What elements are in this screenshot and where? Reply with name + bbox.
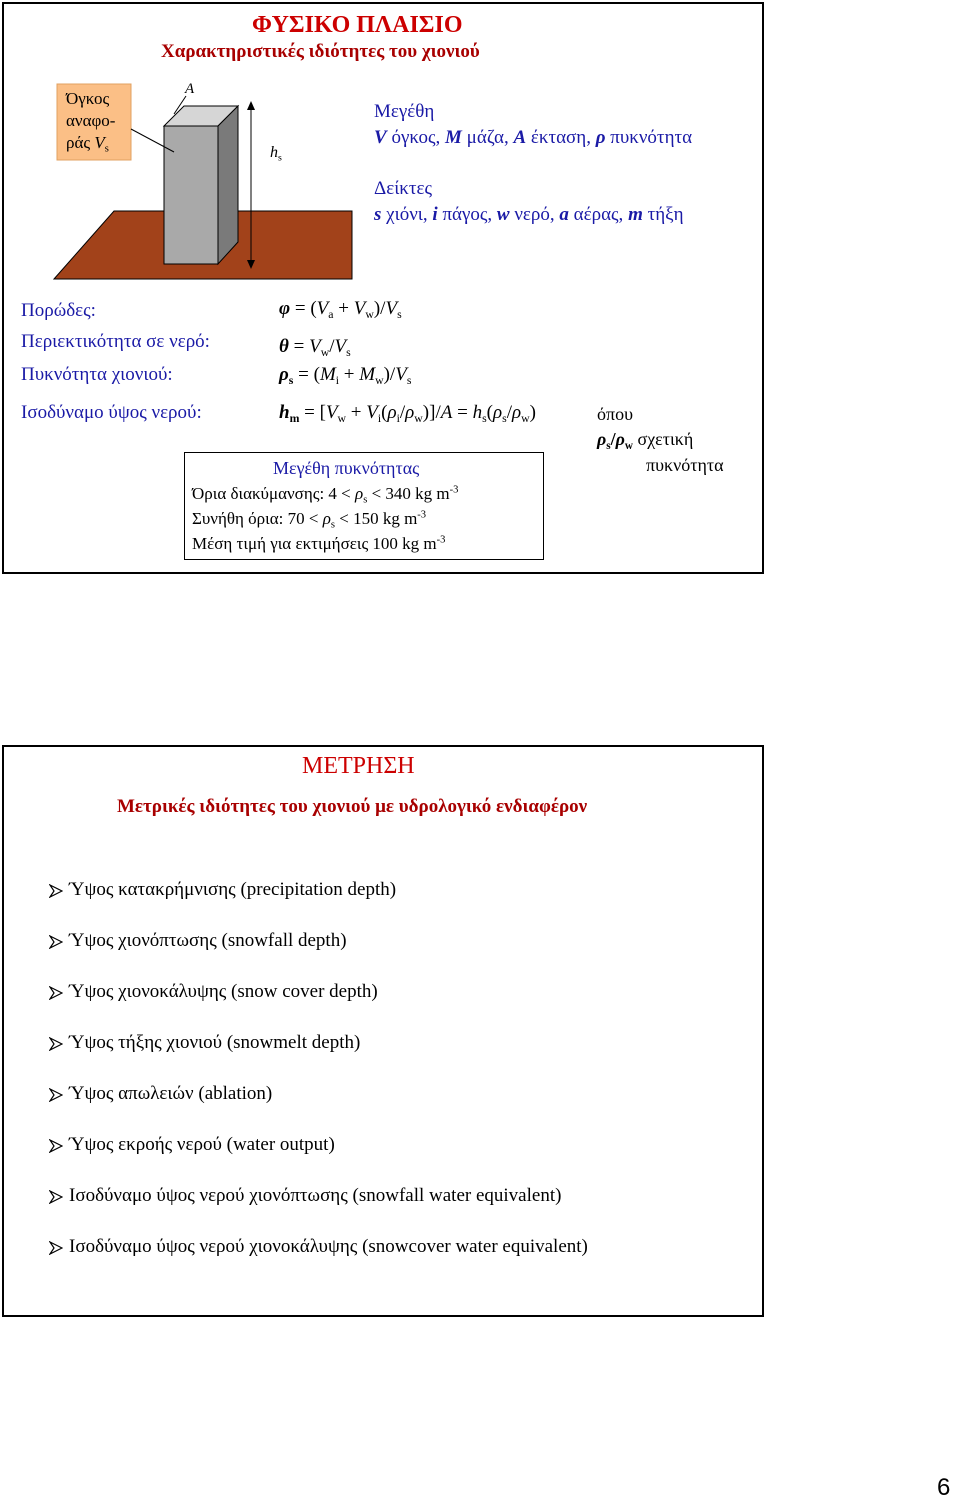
label-water-content: Περιεκτικότητα σε νερό: bbox=[21, 331, 210, 352]
quantities-list: V όγκος, M μάζα, A έκταση, ρ πυκνότητα bbox=[374, 127, 693, 148]
density-box bbox=[184, 452, 544, 560]
slide1-subtitle: Χαρακτηριστικές ιδιότητες του χιονιού bbox=[161, 41, 480, 62]
list-item: Ύψος απωλειών (ablation) bbox=[49, 1083, 272, 1105]
arrow-bullet-icon bbox=[49, 935, 63, 949]
arrow-bullet-icon bbox=[49, 1088, 63, 1102]
list-item: Ύψος τήξης χιονιού (snowmelt depth) bbox=[49, 1032, 360, 1054]
arrow-bullet-icon bbox=[49, 1190, 63, 1204]
snow-volume-illustration bbox=[4, 74, 364, 284]
height-label: $h_s$ bbox=[270, 144, 282, 164]
relative-density-word: πυκνότητα bbox=[646, 455, 724, 475]
slide2-title: ΜΕΤΡΗΣΗ bbox=[302, 753, 415, 779]
list-item: Ισοδύναμο ύψος νερού χιονοκάλυψης (snowcover water equivalent) bbox=[49, 1236, 588, 1258]
quantities-heading: Μεγέθη bbox=[374, 101, 435, 122]
list-item: Ύψος χιονόπτωσης (snowfall depth) bbox=[49, 930, 347, 952]
list-item: Ισοδύναμο ύψος νερού χιονόπτωσης (snowfall water equivalent) bbox=[49, 1185, 561, 1207]
density-range: Όρια διακύμανσης: $4 < \rho_s < 340$ kg $m^{-3}$ bbox=[192, 484, 459, 506]
page-number: 6 bbox=[937, 1474, 951, 1501]
density-usual: Συνήθη όρια: $70 < \rho_s < 150$ kg $m^{-3}$ bbox=[192, 509, 427, 531]
list-item: Ύψος εκροής νερού (water output) bbox=[49, 1134, 335, 1156]
block-side bbox=[218, 106, 238, 264]
formula-swe: $h_m = [V_w + V_i(\rho_i/\rho_w)]/A = h_s(\rho_s/\rho_w)$ bbox=[279, 402, 536, 426]
arrow-bullet-icon bbox=[49, 1241, 63, 1255]
indices-list: s χιόνι, i πάγος, w νερό, a αέρας, m τήξη bbox=[374, 204, 684, 225]
label-swe: Ισοδύναμο ύψος νερού: bbox=[21, 402, 202, 423]
formula-porosity: $\varphi = (V_a + V_w)/V_s$ bbox=[279, 298, 402, 322]
slide2-subtitle: Μετρικές ιδιότητες του χιονιού με υδρολογικό ενδιαφέρον bbox=[117, 796, 588, 817]
arrow-bullet-icon bbox=[49, 1037, 63, 1051]
arrow-bullet-icon bbox=[49, 1139, 63, 1153]
where-label: όπου bbox=[597, 404, 633, 424]
relative-density-line: $\rho_s/\rho_w$ σχετική bbox=[597, 429, 694, 452]
label-snow-density: Πυκνότητα χιονιού: bbox=[21, 364, 173, 385]
label-porosity: Πορώδες: bbox=[21, 300, 96, 321]
arrow-bullet-icon bbox=[49, 884, 63, 898]
density-mean: Μέση τιμή για εκτιμήσεις 100 kg $m^{-3}$ bbox=[192, 534, 446, 553]
formula-snow-density: $\rho_s = (M_i + M_w)/V_s$ bbox=[279, 364, 412, 388]
list-item: Ύψος χιονοκάλυψης (snow cover depth) bbox=[49, 981, 378, 1003]
indices-heading: Δείκτες bbox=[374, 178, 433, 199]
density-box-title: Μεγέθη πυκνότητας bbox=[273, 458, 420, 478]
area-label: A bbox=[185, 81, 195, 97]
slide1-title: ΦΥΣΙΚΟ ΠΛΑΙΣΙΟ bbox=[252, 12, 463, 38]
arrow-bullet-icon bbox=[49, 986, 63, 1000]
slide-physical-framework bbox=[2, 2, 764, 574]
list-item: Ύψος κατακρήμνισης (precipitation depth) bbox=[49, 879, 396, 901]
block-front bbox=[164, 126, 218, 264]
formula-water-content: $\theta = V_w/V_s$ bbox=[279, 336, 351, 360]
callout-text: Όγκος αναφο- ράς $V_s$ bbox=[66, 89, 116, 155]
slide-measurement bbox=[2, 745, 764, 1317]
